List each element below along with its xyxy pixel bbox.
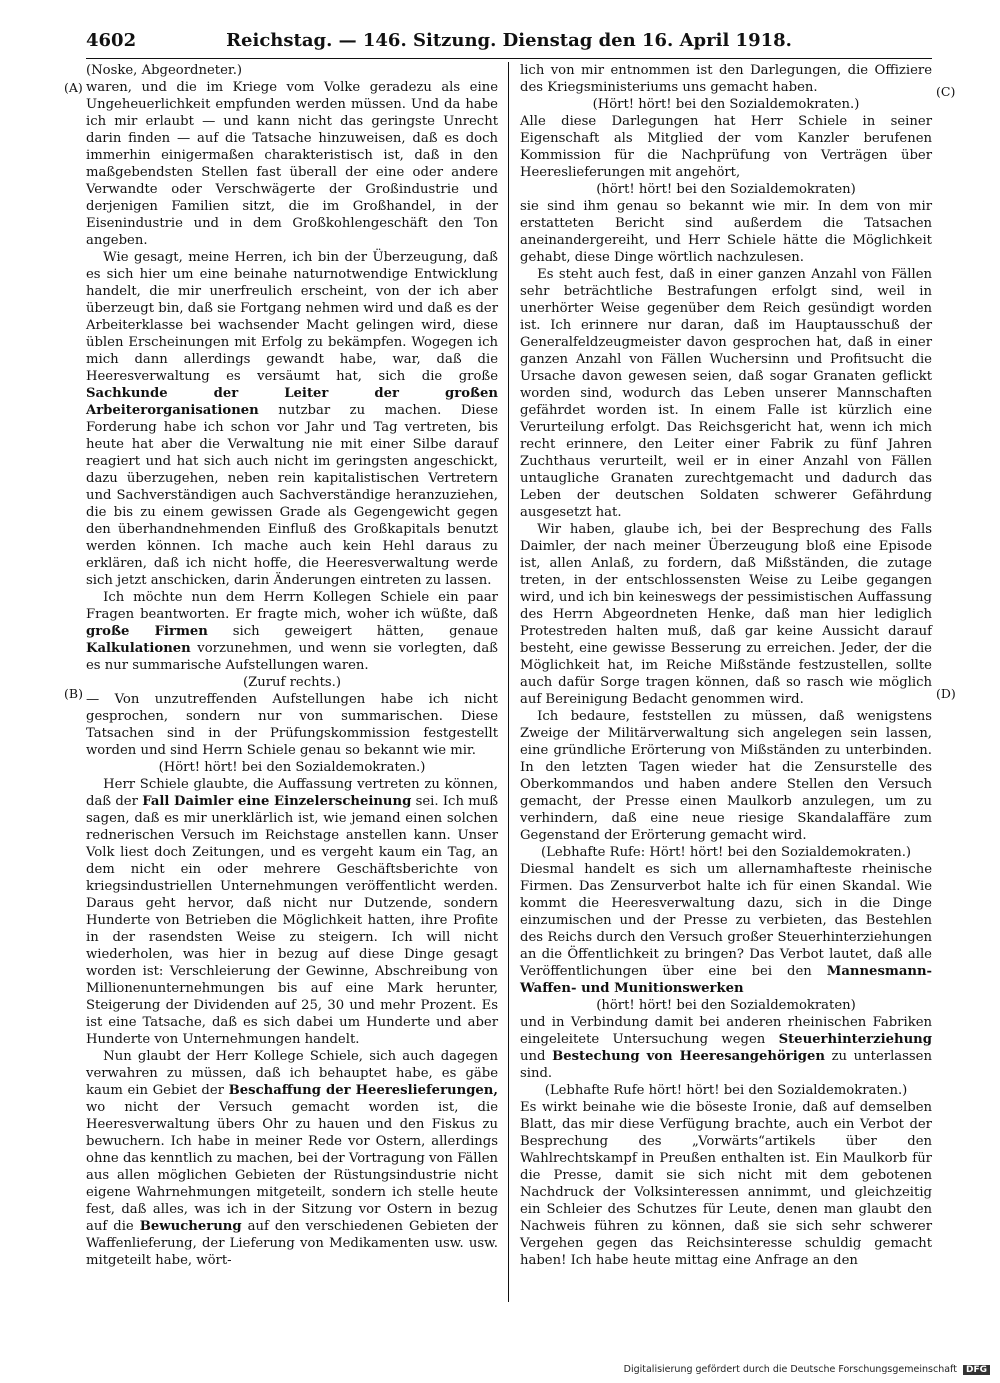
dfg-logo: DFG (963, 1365, 990, 1375)
emphasis: Beschaffung der Heereslieferungen, (228, 1083, 498, 1098)
paragraph: Ich bedaure, feststellen zu müssen, daß wenigstens Zweige der Militärverwaltung sich angelegen sein lassen, eine gründliche Erörterung von Mißständen zu unterbinden. In den letzten Tagen wieder hat die Zensurstelle des Oberkommandos und haben andere Stellen den Versuch gemacht, der Presse einen Maulkorb anzulegen, um zu verhindern, daß eine neue riesige Skandalaffäre zum Gegenstand der Erörterung gemacht wird. (520, 709, 932, 843)
emphasis: Bestechung von Heeresangehörigen (552, 1049, 825, 1064)
paragraph: Diesmal handelt es sich um allernamhafteste rheinische Firmen. Das Zensurverbot halte ich für einen Skandal. Wie kommt die Heeresverwaltung dazu, sich in die Dinge einzumischen und der Presse zu verbieten, das Bestehlen des Reichs durch den Versuch großer Steuerhinterziehungen an die Öffentlichkeit zu bringen? Das Verbot lautet, daß alle Veröffentlichungen über eine bei den Mannesmann-Waffen- und Munitionswerken (520, 862, 933, 996)
paragraph: — Von unzutreffenden Aufstellungen habe ich nicht gesprochen, sondern nur von summarischen. Diese Tatsachen sind in der Prüfungskommission festgestellt worden und sind Herrn Schiele genau so bekannt wie mir. (86, 692, 498, 758)
interjection: (Zuruf rechts.) (242, 675, 342, 690)
paragraph: Herr Schiele glaubte, die Auffassung vertreten zu können, daß der Fall Daimler eine Einzelerscheinung sei. Ich muß sagen, daß es mir unerklärlich ist, wie jemand einen solchen rednerischen Versuch im Reichstage anstellen kann. Unser Volk liest doch Zeitungen, und es vergeht kaum ein Tag, an dem nicht ein oder mehrere Geschäftsberichte von kriegsindustriellen Unternehmungen veröffentlicht werden. Daraus geht hervor, daß nicht nur Dutzende, sondern Hunderte von Betrieben die Möglichkeit hatten, ihre Profite in der rasendsten Weise zu steigern. Ich will nicht wiederholen, was hier in bezug auf diese Dinge gesagt worden ist: Verschleierung der Gewinne, Abschreibung von Millionenunternehmungen bis auf eine Mark herunter, Steigerung der Dividenden auf 25, 30 und mehr Prozent. Es ist eine Tatsache, daß es sich dabei um Hunderte und aber Hunderte von Unternehmungen handelt. (86, 777, 498, 1047)
paragraph: Wie gesagt, meine Herren, ich bin der Überzeugung, daß es sich hier um eine beinahe naturnotwendige Entwicklung handelt, die mir unerfreulich erscheint, von der ich aber überzeugt bin, daß sie Fortgang nehmen wird und daß es der Arbeiterklasse bei wachsender Macht gelingen wird, diese üblen Erscheinungen mit Erfolg zu bekämpfen. Wogegen ich mich dann allerdings gewandt habe, war, daß die Heeresverwaltung es versäumt hat, sich die große Sachkunde der Leiter der großen Arbeiterorganisationen nutzbar zu machen. Diese Forderung habe ich schon vor Jahr und Tag vertreten, bis heute hat aber die Verwaltung nie mit einer Silbe darauf reagiert und hat sich auch nicht im geringsten angeschickt, dazu überzugehen, neben rein kapitalistischen Vertretern und Sachverständigen auch Sachverständige heranzuziehen, die bis zu einem gewissen Grade als Gegengewicht gegen den überhandnehmenden Einfluß des Großkapitals benutzt werden können. Ich mache auch kein Hehl daraus zu erklären, daß ich nicht hoffe, die Heeresverwaltung werde sich jetzt anschicken, darin Änderungen eintreten zu lassen. (86, 250, 498, 588)
emphasis: Mannesmann-Waffen- und Munitionswerken (520, 964, 933, 996)
emphasis: Sachkunde der Leiter der großen Arbeiterorganisationen (86, 386, 498, 418)
emphasis: große Firmen (86, 624, 208, 639)
page-number: 4602 (86, 30, 137, 51)
interjection: (Lebhafte Rufe: Hört! hört! bei den Sozialdemokraten.) (540, 845, 912, 860)
interjection: (hört! hört! bei den Sozialdemokraten) (596, 182, 856, 197)
margin-mark-c: (C) (936, 84, 956, 99)
speaker-label: (Noske, Abgeordneter.) (86, 63, 243, 78)
paragraph: lich von mir entnommen ist den Darlegungen, die Offiziere des Kriegsministeriums uns gemacht haben. (520, 63, 932, 95)
interjection: (Hört! hört! bei den Sozialdemokraten.) (592, 97, 860, 112)
margin-mark-b: (B) (64, 686, 83, 701)
emphasis: Fall Daimler eine Einzelerscheinung (142, 794, 412, 809)
margin-mark-d: (D) (936, 686, 956, 701)
paragraph: Nun glaubt der Herr Kollege Schiele, sich auch dagegen verwahren zu müssen, daß ich behauptet habe, es gäbe kaum ein Gebiet der Beschaffung der Heereslieferungen, wo nicht der Versuch gemacht worden ist, die Heeresverwaltung übers Ohr zu hauen und den Fiskus zu bewuchern. Ich habe in meiner Rede vor Ostern, allerdings ohne das kenntlich zu machen, bei der Vortragung von Fällen aus allen möglichen Gebieten der Rüstungsindustrie nicht eigene Wahrnehmungen mitgeteilt, sondern ich stelle heute fest, daß alles, was ich in der Sitzung vor Ostern in bezug auf die Bewucherung auf den verschiedenen Gebieten der Waffenlieferung, der Lieferung von Medikamenten usw. usw. mitgeteilt habe, wört- (86, 1049, 498, 1268)
footer-text: Digitalisierung gefördert durch die Deutsche Forschungsgemeinschaft (623, 1364, 957, 1375)
header-rule (86, 58, 932, 59)
interjection: (Hört! hört! bei den Sozialdemokraten.) (158, 760, 426, 775)
right-column (520, 62, 932, 1269)
emphasis: Kalkulationen (86, 641, 191, 656)
paragraph: Ich möchte nun dem Herrn Kollegen Schiele ein paar Fragen beantworten. Er fragte mich, woher ich wüßte, daß große Firmen sich geweigert hätten, genaue Kalkulationen vorzunehmen, und wenn sie vorlegten, daß es nur summarische Aufstellungen waren. (86, 590, 498, 673)
paragraph: waren, und die im Kriege vom Volke geradezu als eine Ungeheuerlichkeit empfunden werden müssen. Und da habe ich mir erlaubt — und kann nicht das geringste Unrecht darin finden — auf die Tatsache hinzuweisen, daß es doch immerhin einigermaßen charakteristisch ist, daß in den maßgebendsten Stellen fast überall der eine oder andere Verwandte oder Verschwägerte der Großindustrie und derjenigen Familien sitzt, die im Großhandel, in der Eisenindustrie und in dem Großkohlengeschäft den Ton angeben. (86, 80, 498, 248)
interjection: (Lebhafte Rufe hört! hört! bei den Sozialdemokraten.) (544, 1083, 908, 1098)
interjection: (hört! hört! bei den Sozialdemokraten) (596, 998, 856, 1013)
footer-credit (620, 1364, 990, 1375)
page-title: Reichstag. — 146. Sitzung. Dienstag den 16. April 1918. (226, 30, 792, 51)
emphasis: Steuerhinterziehung (778, 1032, 932, 1047)
emphasis: Bewucherung (139, 1219, 242, 1234)
paragraph: Es steht auch fest, daß in einer ganzen Anzahl von Fällen sehr beträchtliche Bestrafungen erfolgt sind, weil in unerhörter Weise gegenüber dem Reich gesündigt worden ist. Ich erinnere nur daran, daß im Hauptausschuß der Generalfeldzeugmeister davon gesprochen hat, daß in einer ganzen Anzahl von Fällen Wuchersinn und Profitsucht die Ursache davon gewesen seien, daß sogar Granaten geflickt worden sind, wodurch das Leben unserer Mannschaften gefährdet worden ist. In einem Falle ist kürzlich eine Verurteilung erfolgt. Das Reichsgericht hat, wenn ich mich recht erinnere, den Leiter einer Fabrik zu fünf Jahren Zuchthaus verurteilt, weil er in einer Anzahl von Fällen untaugliche Granaten zurechtgemacht und dadurch das Leben der deutschen Soldaten schwerer Gefährdung ausgesetzt hat. (520, 267, 932, 520)
paragraph: Wir haben, glaube ich, bei der Besprechung des Falls Daimler, der nach meiner Überzeugung bloß eine Episode ist, allen Anlaß, zu fordern, daß Mißständen, die zutage treten, in der entschlossensten Weise zu Leibe gegangen wird, und ich bin keineswegs der pessimistischen Auffassung des Herrn Abgeordneten Henke, daß man hier lediglich Protestreden halten muß, daß gar keine Aussicht darauf besteht, eine gewisse Besserung zu erreichen. Jeder, der die Möglichkeit hat, im Reiche Mißstände festzustellen, sollte auch dafür Sorge tragen können, daß so rasch wie möglich auf Bereinigung Bedacht genommen wird. (520, 522, 932, 707)
paragraph: und in Verbindung damit bei anderen rheinischen Fabriken eingeleitete Untersuchung wegen Steuerhinterziehung und Bestechung von Heeresangehörigen zu unterlassen sind. (520, 1015, 932, 1081)
left-column (86, 62, 498, 1269)
page-header (86, 30, 932, 54)
paragraph: Es wirkt beinahe wie die böseste Ironie, daß auf demselben Blatt, das mir diese Verfügung brachte, auch ein Verbot der Besprechung des „Vorwärts“artikels über den Wahlrechtskampf in Preußen enthalten ist. Ein Maulkorb für die Presse, damit sie sich nicht mit dem gebotenen Nachdruck der Volksinteressen annimmt, und gleichzeitig ein Schleier des Schutzes für Leute, denen man glaubt den Nachweis führen zu können, daß sie sich sehr schwerer Vergehen gegen das Reichsinteresse schuldig gemacht haben! Ich habe heute mittag eine Anfrage an den (520, 1100, 932, 1268)
margin-mark-a: (A) (64, 80, 83, 95)
column-divider (508, 62, 509, 1302)
paragraph: Alle diese Darlegungen hat Herr Schiele in seiner Eigenschaft als Mitglied der vom Kanzler berufenen Kommission für die Nachprüfung von Verträgen über Heereslieferungen mit angehört, (520, 114, 932, 180)
paragraph: sie sind ihm genau so bekannt wie mir. In dem von mir erstatteten Bericht sind außerdem die Tatsachen aneinandergereiht, und Herr Schiele hätte die Möglichkeit gehabt, diese Dinge wörtlich nachzulesen. (520, 199, 932, 265)
